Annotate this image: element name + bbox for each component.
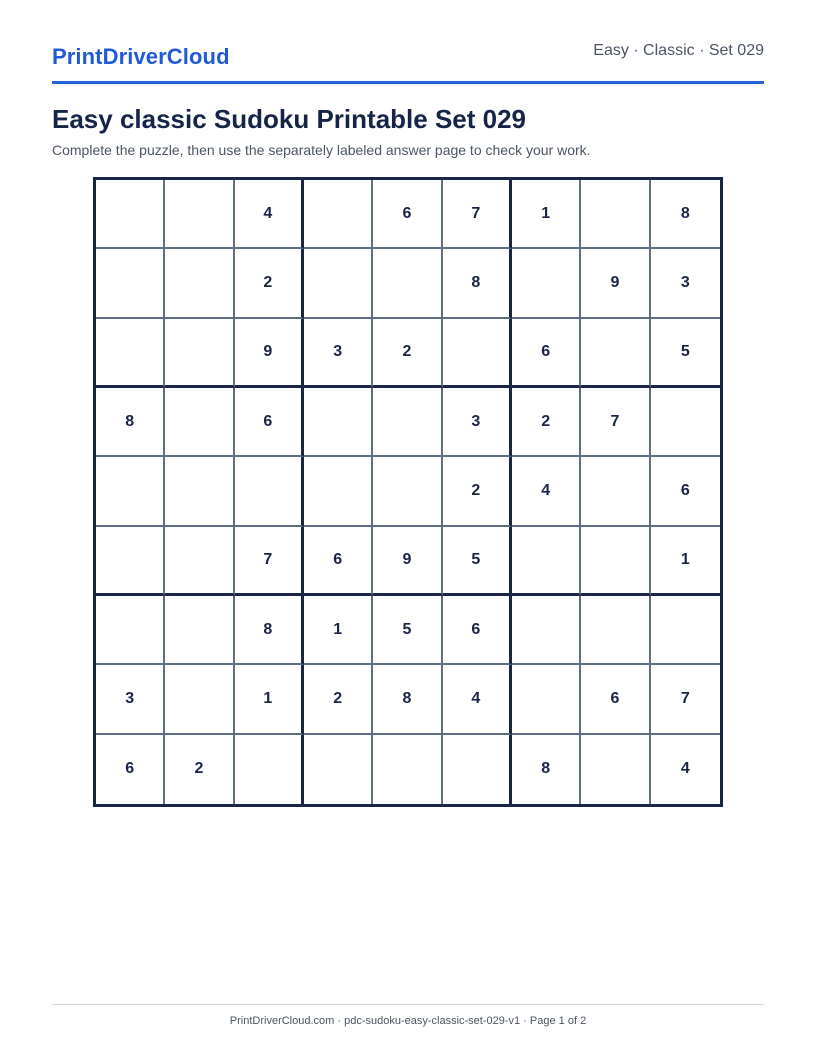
sudoku-cell-empty[interactable] — [581, 319, 650, 388]
sudoku-cell-empty[interactable] — [581, 180, 650, 249]
sudoku-cell-given: 2 — [443, 457, 512, 526]
sudoku-cell-given: 9 — [235, 319, 304, 388]
sudoku-cell-empty[interactable] — [165, 319, 234, 388]
sudoku-cell-given: 5 — [651, 319, 720, 388]
page-subtitle: Complete the puzzle, then use the separately labeled answer page to check your work. — [52, 142, 591, 158]
sudoku-cell-empty[interactable] — [304, 388, 373, 457]
sudoku-cell-empty[interactable] — [512, 527, 581, 596]
page-footer — [52, 1004, 764, 1027]
sudoku-cell-given: 1 — [235, 665, 304, 734]
sudoku-cell-given: 7 — [443, 180, 512, 249]
sudoku-cell-empty[interactable] — [373, 388, 442, 457]
sudoku-cell-empty[interactable] — [96, 527, 165, 596]
sudoku-cell-given: 7 — [581, 388, 650, 457]
sudoku-cell-empty[interactable] — [96, 249, 165, 318]
sudoku-cell-given: 2 — [304, 665, 373, 734]
sudoku-cell-empty[interactable] — [96, 180, 165, 249]
sudoku-cell-given: 6 — [304, 527, 373, 596]
sudoku-cell-given: 7 — [235, 527, 304, 596]
sudoku-cell-given: 5 — [443, 527, 512, 596]
sudoku-cell-given: 3 — [96, 665, 165, 734]
sudoku-cell-given: 3 — [443, 388, 512, 457]
sudoku-cell-given: 8 — [512, 735, 581, 804]
sudoku-cell-given: 6 — [581, 665, 650, 734]
sudoku-cell-empty[interactable] — [581, 596, 650, 665]
sudoku-cell-given: 8 — [443, 249, 512, 318]
sudoku-cell-given: 2 — [373, 319, 442, 388]
sudoku-cell-empty[interactable] — [165, 249, 234, 318]
sudoku-cell-empty[interactable] — [581, 527, 650, 596]
page-title: Easy classic Sudoku Printable Set 029 — [52, 104, 527, 134]
sudoku-cell-given: 6 — [443, 596, 512, 665]
sudoku-cell-empty[interactable] — [651, 596, 720, 665]
footer-text: PrintDriverCloud.com · pdc-sudoku-easy-classic-set-029-v1 · Page 1 of 2 — [229, 1015, 587, 1027]
sudoku-cell-given: 2 — [235, 249, 304, 318]
sudoku-cell-empty[interactable] — [235, 735, 304, 804]
sudoku-cell-empty[interactable] — [304, 735, 373, 804]
sudoku-cell-empty[interactable] — [165, 388, 234, 457]
sudoku-cell-empty[interactable] — [443, 735, 512, 804]
sudoku-cell-given: 2 — [165, 735, 234, 804]
sudoku-cell-empty[interactable] — [512, 249, 581, 318]
sudoku-cell-given: 8 — [373, 665, 442, 734]
sudoku-cell-given: 9 — [581, 249, 650, 318]
sudoku-cell-given: 8 — [96, 388, 165, 457]
sudoku-cell-empty[interactable] — [235, 457, 304, 526]
sudoku-cell-given: 4 — [680, 760, 690, 778]
sudoku-cell-empty[interactable] — [373, 249, 442, 318]
sudoku-cell-empty[interactable] — [96, 596, 165, 665]
sudoku-cell-empty[interactable] — [304, 249, 373, 318]
sudoku-cell-given: 8 — [235, 596, 304, 665]
sudoku-cell-empty[interactable] — [304, 457, 373, 526]
sudoku-cell-given: 7 — [651, 665, 720, 734]
sudoku-cell-given: 4 — [235, 180, 304, 249]
sudoku-cell-given: 4 — [512, 457, 581, 526]
sudoku-cell-empty[interactable] — [304, 180, 373, 249]
sudoku-cell-given: 1 — [304, 596, 373, 665]
sudoku-cell-empty[interactable] — [581, 735, 650, 804]
sudoku-cell-empty[interactable] — [96, 457, 165, 526]
brand-logo-text[interactable]: PrintDriverCloud — [52, 44, 230, 69]
sudoku-grid — [93, 177, 723, 807]
sudoku-cell-given: 8 — [651, 180, 720, 249]
sudoku-cell-empty[interactable] — [165, 665, 234, 734]
sudoku-cell-given: 6 — [235, 388, 304, 457]
sudoku-cell-given: 2 — [512, 388, 581, 457]
sudoku-cell-given: 6 — [373, 180, 442, 249]
sudoku-cell-given: 4 — [443, 665, 512, 734]
sudoku-cell-given: 9 — [373, 527, 442, 596]
sudoku-cell-given: 6 — [651, 457, 720, 526]
sudoku-cell-given: 1 — [512, 180, 581, 249]
sudoku-cell-given: 3 — [304, 319, 373, 388]
sudoku-cell-empty[interactable] — [373, 735, 442, 804]
sudoku-cell-empty[interactable] — [443, 319, 512, 388]
sudoku-cell-given: 6 — [512, 319, 581, 388]
page-header — [52, 40, 764, 84]
sudoku-cell-empty[interactable] — [512, 665, 581, 734]
sudoku-cell-empty[interactable] — [373, 457, 442, 526]
sudoku-cell-given: 5 — [373, 596, 442, 665]
sudoku-cell-empty[interactable] — [165, 527, 234, 596]
sudoku-cell-given: 6 — [96, 735, 165, 804]
sudoku-cell-empty[interactable] — [651, 388, 720, 457]
sudoku-cell-empty[interactable] — [512, 596, 581, 665]
puzzle-meta: Easy · Classic · Set 029 — [593, 42, 764, 59]
sudoku-cell-given: 3 — [651, 249, 720, 318]
sudoku-cell-empty[interactable] — [581, 457, 650, 526]
sudoku-cell-empty[interactable] — [165, 596, 234, 665]
sudoku-cell-empty[interactable] — [165, 457, 234, 526]
sudoku-cell-empty[interactable] — [96, 319, 165, 388]
sudoku-cell-given: 1 — [651, 527, 720, 596]
sudoku-cell-empty[interactable] — [165, 180, 234, 249]
